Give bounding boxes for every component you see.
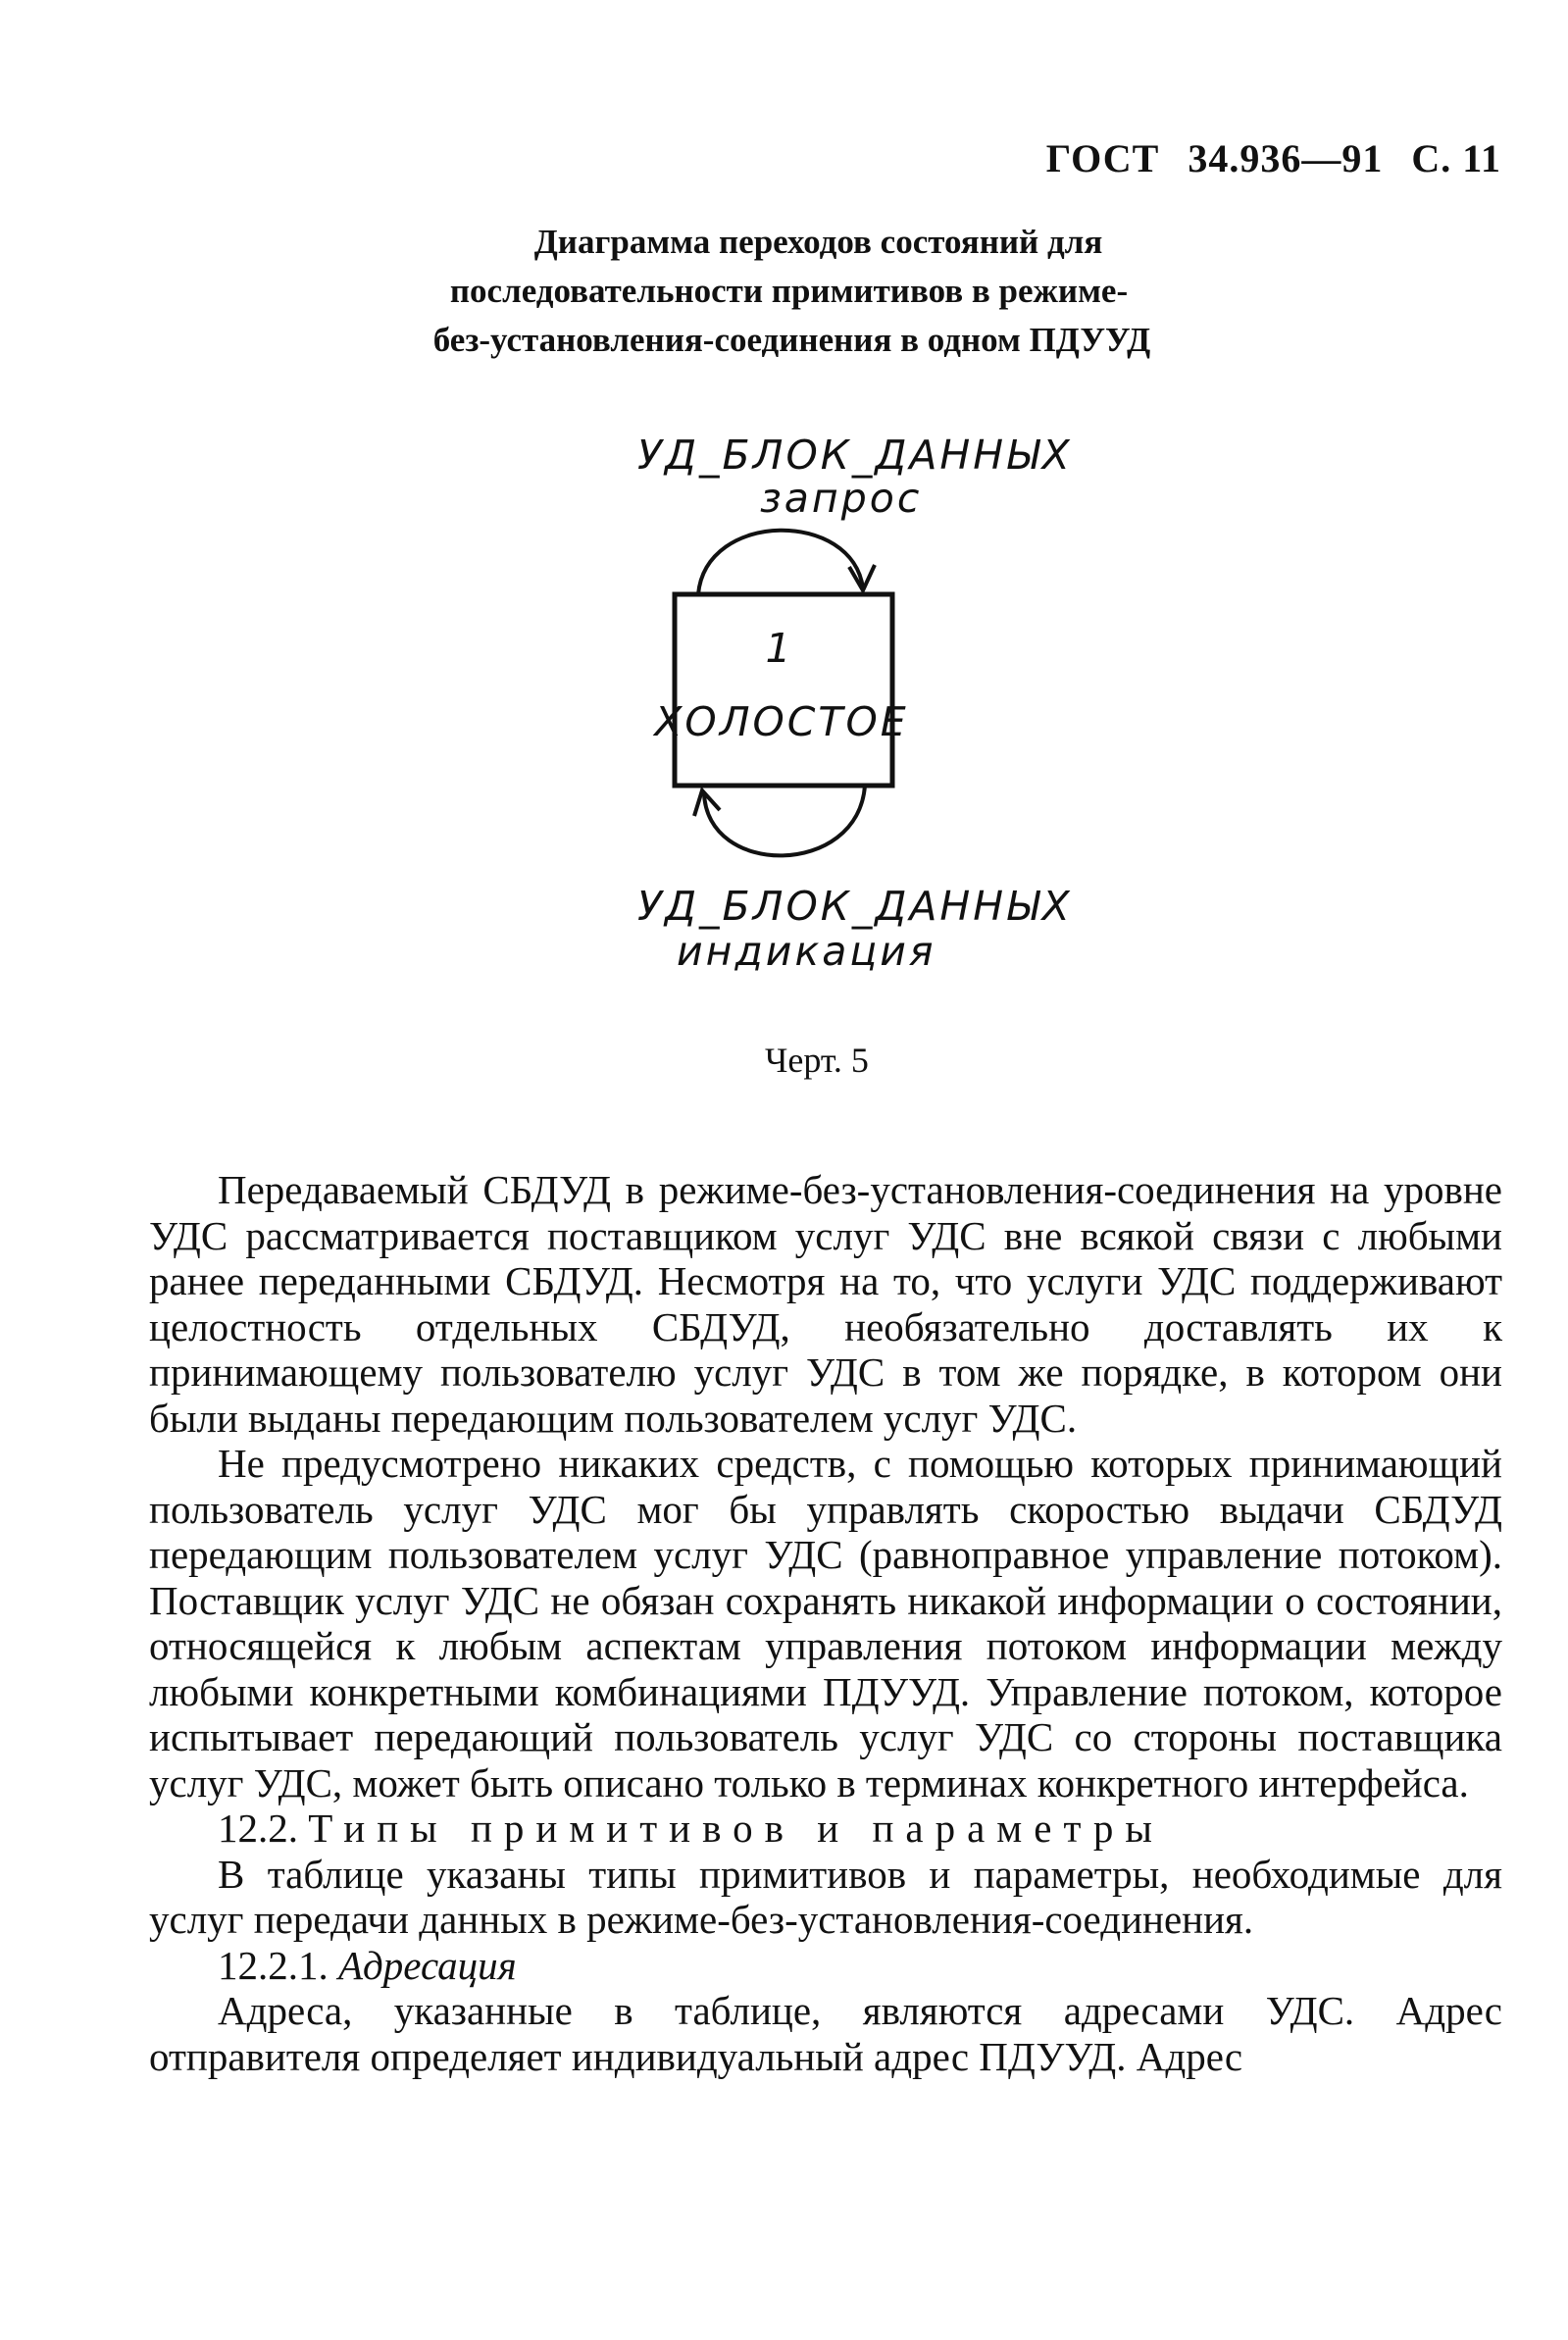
paragraph: Адреса, указанные в таблице, являются адресами УДС. Адрес отправителя определяет индивидуальный адрес ПДУУД. Адрес [149,1988,1502,2079]
paragraph: Не предусмотрено никаких средств, с помощью которых принимающий пользователь услуг УДС мог бы управлять скоростью выдачи СБДУД передающим пользователем услуг УДС (равноправное управление потоком). Поставщик услуг УДС не обязан сохранять никакой информации о состоянии, относящейся к любым аспектам управления потоком информации между любыми конкретными комбинациями ПДУУД. Управление потоком, которое испытывает передающий пользователь услуг УДС со стороны поставщика услуг УДС, может быть описано только в терминах конкретного интерфейса. [149,1441,1502,1806]
bottom-label-indication: индикация [677,928,936,975]
state-transition-diagram [0,0,1568,1040]
top-label-request: запрос [760,475,923,522]
top-loop-arrow [698,531,863,594]
paragraph: Передаваемый СБДУД в режиме-без-установления-соединения на уровне УДС рассматривается поставщиком услуг УДС вне всякой связи с любыми ранее переданными СБДУД. Несмотря на то, что услуги УДС поддерживают целостность отдельных СБДУД, необязательно доставлять их к принимающему пользователю услуг УДС в том же порядке, в котором они были выданы передающим пользователем услуг УДС. [149,1167,1502,1441]
title-line: Диаграмма переходов состояний для [533,223,1103,261]
section-title: Типы примитивов и параметры [308,1806,1164,1851]
body-text [149,1167,1502,2079]
title-line: последовательности примитивов в режиме- [449,272,1129,310]
state-name: ХОЛОСТОЕ [654,698,909,745]
subsection-number: 12.2.1. [218,1942,329,1988]
standard-number: 34.936—91 [1188,136,1384,180]
top-label-primitive: УД_БЛОК_ДАННЫХ [637,432,1073,479]
standard-label: ГОСТ [1045,136,1160,180]
subsection-heading [149,1943,1502,1989]
bottom-loop-arrow [704,786,865,855]
state-number: 1 [765,625,794,672]
section-heading [149,1806,1502,1852]
paragraph: В таблице указаны типы примитивов и параметры, необходимые для услуг передачи данных в режиме-без-установления-соединения. [149,1851,1502,1942]
bottom-label-primitive: УД_БЛОК_ДАННЫХ [637,883,1073,930]
title-line: без-установления-соединения в одном ПДУУД [432,321,1151,359]
figure-caption: Черт. 5 [765,1041,869,1080]
section-number: 12.2. [218,1806,298,1851]
page-number: С. 11 [1411,136,1501,180]
state-box [675,594,892,786]
subsection-title: Адресация [338,1942,517,1988]
